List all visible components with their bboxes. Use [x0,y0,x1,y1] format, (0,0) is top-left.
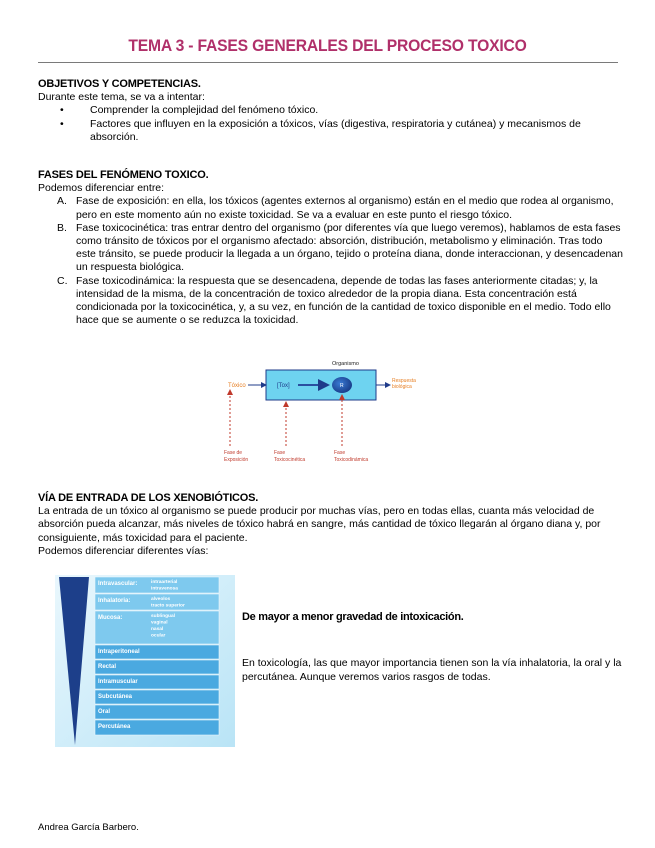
phase-text: Fase de exposición: en ella, los tóxicos (agentes externos al organismo) están en el medio que rodea al organismo, pero en este momento aún no existe toxicidad. Se va a evaluar en este punto el riesgo tóxico. [76,195,614,221]
toxic-label: Tóxico [228,383,246,389]
pyramid-row-subitem: sublingual [151,614,175,619]
objectives-intro: Durante este tema, se va a intentar: [38,91,205,104]
response-label: Respuesta [392,378,416,384]
organism-label: Organismo [332,361,359,367]
pyramid-row-subitem: tracto superior [151,603,185,609]
pyramid-row-label: Oral [98,709,111,715]
footer-author: Andrea García Barbero. [38,822,139,833]
list-marker: A. [57,195,67,208]
pyramid-row-subitem: alveolos [151,597,171,602]
list-item [38,275,623,328]
pyramid-row-label: Intravascular: [98,581,138,587]
routes-intro: Podemos diferenciar diferentes vías: [38,544,209,557]
list-item [38,222,623,275]
phase-toxicokinetic-label: Fase [274,450,286,456]
phases-section [38,169,623,327]
pyramid-row-label: Intramuscular [98,679,138,685]
list-marker: B. [57,221,67,234]
pyramid-row-label: Intraperitoneal [98,649,140,655]
page-title: TEMA 3 - FASES GENERALES DEL PROCESO TOXICO [128,37,527,55]
pyramid-row-subitem: ocular [151,633,166,639]
tox-concentration: [Tox] [277,383,290,389]
pyramid-row-subitem: nasal [151,627,164,632]
pyramid-row-subitem: intraarterial [151,580,178,585]
list-item [38,195,623,221]
objectives-heading: OBJETIVOS Y COMPETENCIAS. [38,78,201,90]
phase-toxicodynamic-label: Fase [334,450,346,456]
objectives-list [38,104,623,144]
phase-exposure-label: Fase de [224,450,243,456]
pyramid-row-label: Inhalatoria: [98,598,131,604]
phase-text: Fase toxicodinámica: la respuesta que se desencadena, depende de todas las fases anteriormente citadas; y, la intensidad de la misma, de la concentración de toxico alrededor de la propia diana. Esta concentración está condicionada por la toxicocinética, y, a su vez, en función de la cantidad de toxico disponible en el medio. Todo ello hace que se aumente o se reduzca la toxicidad. [76,274,611,327]
phase-text: Fase toxicocinética: tras entrar dentro del organismo (por diferentes vía que luego veremos), hablamos de esta fases como tránsito de tóxicos por el organismo afectado: absorción, distribución, metabolismo y eliminación. Tras todo este tránsito, se puede producir la llegada a un órgano, tejido o proteína diana, donde interaccionan, y desencadenan un respuesta biológica. [76,221,623,274]
pyramid-row-label: Rectal [98,664,117,670]
phases-heading: FASES DEL FENÓMENO TOXICO. [38,169,209,181]
pyramid-row-subitem: vaginal [151,620,168,626]
pyramid-row-label: Percutánea [98,724,131,730]
routes-section [38,492,623,558]
severity-note: De mayor a menor gravedad de intoxicación. [242,611,464,623]
toxic-phases-diagram [214,348,436,472]
phases-list [38,195,623,327]
phase-toxicodynamic-label: Toxicodinámica [334,457,369,463]
phase-exposure-label: Exposición [224,457,249,463]
pyramid-row-label: Subcutánea [98,694,133,700]
phases-intro: Podemos diferenciar entre: [38,182,165,195]
routes-heading: VÍA DE ENTRADA DE LOS XENOBIÓTICOS. [38,492,259,504]
pyramid-row [95,705,219,719]
list-item: • Comprender la complejidad del fenómeno tóxico. [38,104,623,117]
importance-note: En toxicología, las que mayor importancia tienen son la vía inhalatoria, la oral y la percutánea. Aunque veremos varios rasgos de todas. [242,657,622,683]
list-item: • Factores que influyen en la exposición a tóxicos, vías (digestiva, respiratoria y cutánea) y mecanismos de absorción. [38,118,623,144]
pyramid-row-subitem: intravenosa [151,586,178,592]
objectives-section [38,78,623,144]
phase-toxicokinetic-label: Toxicocinética [274,457,306,463]
title-divider [38,62,618,63]
receptor-label: R [340,383,344,389]
routes-paragraph: La entrada de un tóxico al organismo se puede producir por muchas vías, pero en todas ellas, cuanta más velocidad de absorción pueda alcanzar, más niveles de tóxico habrá en sangre, más cantidad de tóxico llegarán al órgano diana y, por consiguiente, más toxicidad para el paciente. [38,505,601,544]
list-marker: C. [57,274,68,287]
pyramid-row-label: Mucosa: [98,615,123,621]
routes-severity-pyramid [55,575,235,747]
response-label: biológica [392,384,412,390]
